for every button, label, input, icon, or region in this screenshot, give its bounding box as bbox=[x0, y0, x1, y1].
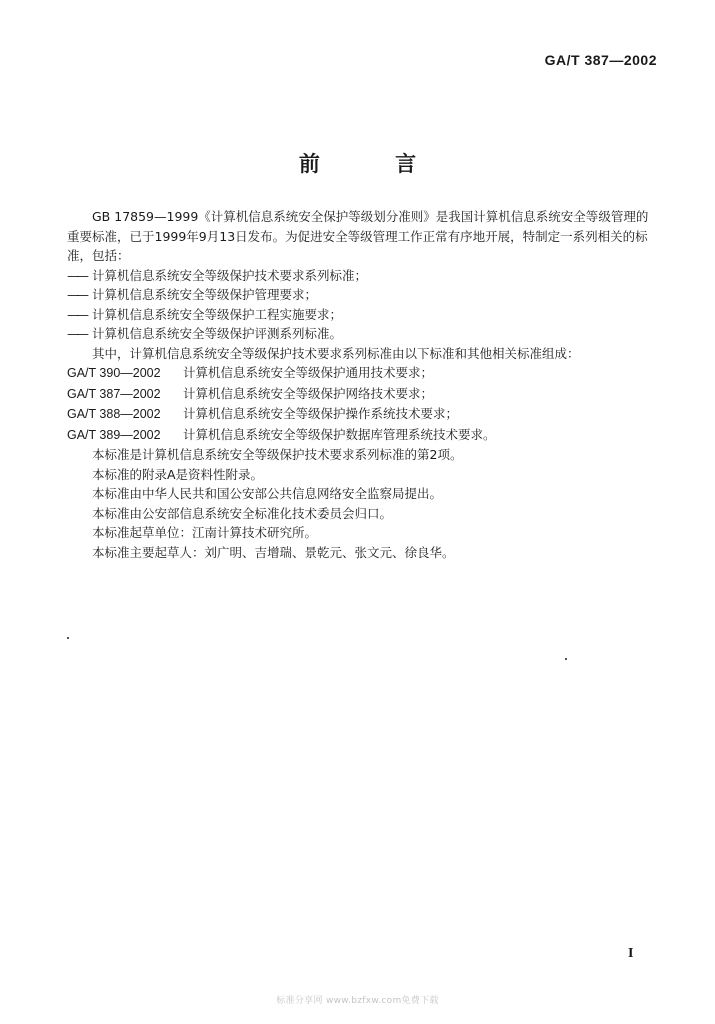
standard-reference bbox=[67, 425, 657, 446]
page-title: 前 言 bbox=[298, 152, 451, 176]
series-item-text: 计算机信息系统安全等级保护工程实施要求； bbox=[92, 306, 343, 322]
standard-number: GA/T 389—2002 bbox=[67, 427, 161, 442]
series-item bbox=[67, 305, 657, 325]
scan-speck bbox=[565, 658, 567, 660]
series-item bbox=[67, 266, 657, 286]
page-number: I bbox=[628, 946, 634, 961]
series-item-text: 计算机信息系统安全等级保护技术要求系列标准； bbox=[92, 267, 368, 283]
scan-speck bbox=[67, 637, 69, 639]
series-item bbox=[67, 324, 657, 344]
series-item bbox=[67, 285, 657, 305]
statement-line: 本标准是计算机信息系统安全等级保护技术要求系列标准的第2项。 bbox=[92, 447, 463, 462]
intro-paragraph: GB 17859—1999《计算机信息系统安全保护等级划分准则》是我国计算机信息系统安全等级管理的重要标准，已于1999年9月13日发布。为促进安全等级管理工作正常有序地开展，特制定一系列相关的标准，包括： bbox=[67, 209, 649, 263]
standard-title: 计算机信息系统安全等级保护操作系统技术要求； bbox=[183, 406, 459, 421]
composition-intro: 其中，计算机信息系统安全等级保护技术要求系列标准由以下标准和其他相关标准组成： bbox=[92, 345, 580, 361]
standard-reference bbox=[67, 404, 657, 425]
standard-number: GA/T 390—2002 bbox=[67, 366, 161, 380]
statement-line: 本标准由中华人民共和国公安部公共信息网络安全监察局提出。 bbox=[92, 486, 443, 501]
foreword-body bbox=[67, 207, 657, 562]
standard-number: GA/T 388—2002 bbox=[67, 407, 161, 421]
dash-marker: —— bbox=[67, 326, 86, 341]
standard-title: 计算机信息系统安全等级保护数据库管理系统技术要求。 bbox=[183, 426, 496, 442]
series-item-text: 计算机信息系统安全等级保护管理要求； bbox=[92, 287, 318, 302]
standard-reference bbox=[67, 384, 657, 405]
statement-line: 本标准起草单位：江南计算技术研究所。 bbox=[92, 525, 318, 540]
standard-number: GA/T 387—2002 bbox=[67, 386, 161, 401]
dash-marker: —— bbox=[67, 287, 86, 302]
statement-line: 本标准主要起草人：刘广明、吉增瑞、景乾元、张文元、徐良华。 bbox=[92, 544, 455, 560]
standard-code: GA/T 387—2002 bbox=[544, 52, 657, 68]
standard-title: 计算机信息系统安全等级保护通用技术要求； bbox=[183, 365, 434, 380]
standard-reference bbox=[67, 363, 657, 384]
dash-marker: —— bbox=[67, 306, 86, 322]
standard-title: 计算机信息系统安全等级保护网络技术要求； bbox=[183, 385, 434, 401]
series-item-text: 计算机信息系统安全等级保护评测系列标准。 bbox=[92, 326, 343, 341]
watermark: 标准分享网 www.bzfxw.com免费下载 bbox=[276, 996, 439, 1006]
dash-marker: —— bbox=[67, 267, 86, 283]
statement-line: 本标准由公安部信息系统安全标准化技术委员会归口。 bbox=[92, 505, 393, 521]
statement-line: 本标准的附录A是资料性附录。 bbox=[92, 466, 264, 482]
